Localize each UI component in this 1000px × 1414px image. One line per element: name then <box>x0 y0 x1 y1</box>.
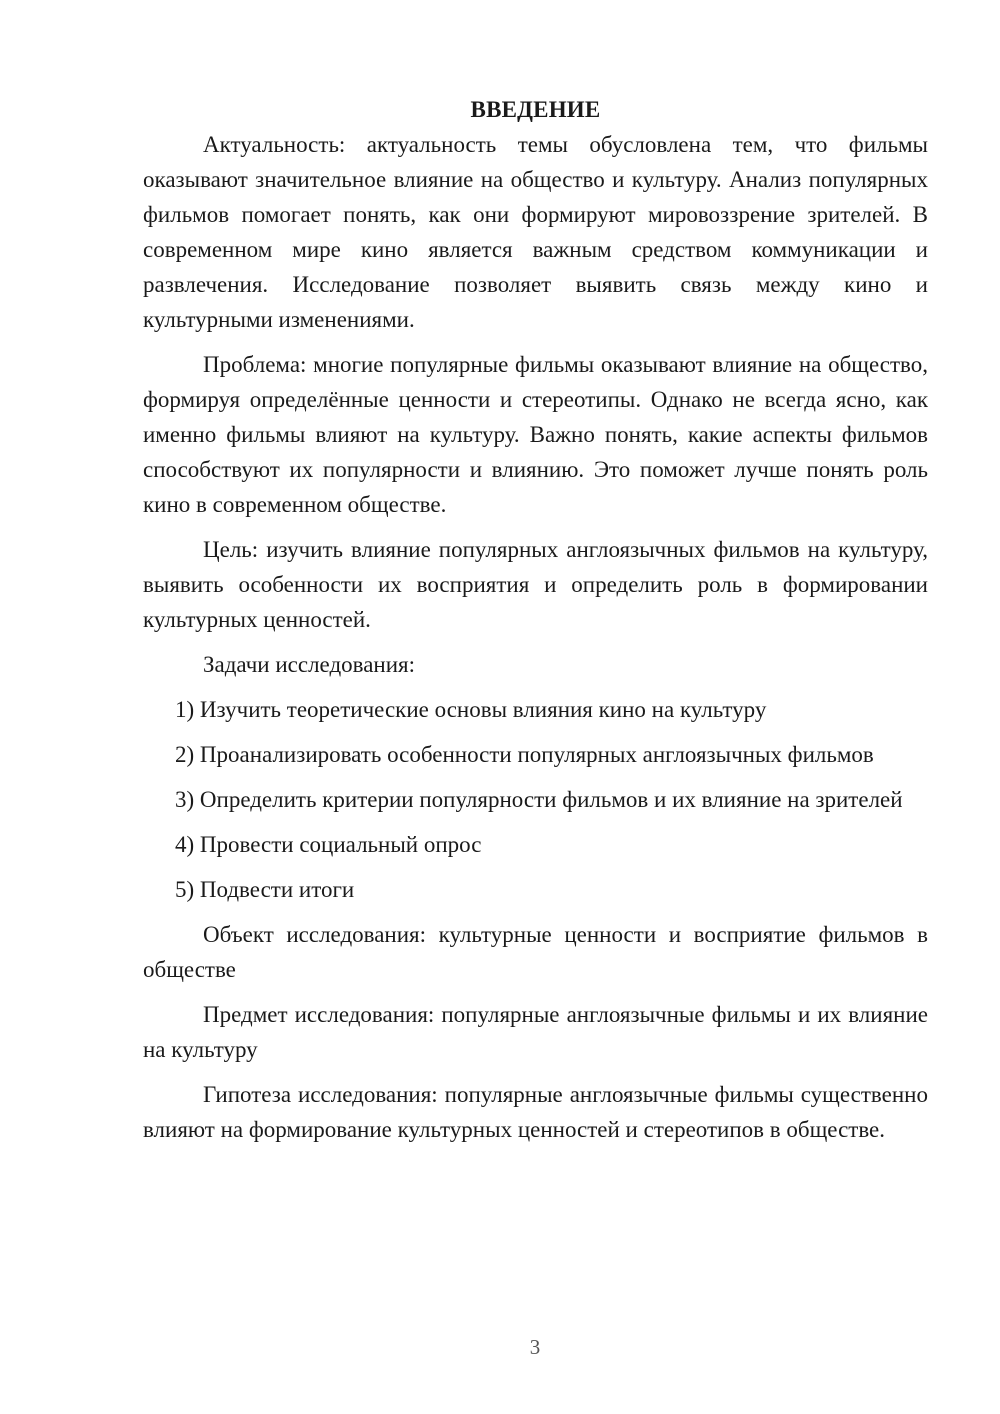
paragraph-relevance: Актуальность: актуальность темы обусловлена тем, что фильмы оказывают значительное влияние на общество и культуру. Анализ популярных фильмов помогает понять, как они формируют мировоззрение зрителей. В современном мире кино является важным средством коммуникации и развлечения. Исследование позволяет выявить связь между кино и культурными изменениями. <box>143 132 928 332</box>
tasks-heading: Задачи исследования: <box>203 652 416 677</box>
paragraph-hypothesis: Гипотеза исследования: популярные англоязычные фильмы существенно влияют на формирование культурных ценностей и стереотипов в обществе. <box>143 1082 928 1142</box>
task-item-1: 1) Изучить теоретические основы влияния кино на культуру <box>175 697 767 722</box>
page-number: 3 <box>529 1335 541 1359</box>
paragraph-problem: Проблема: многие популярные фильмы оказывают влияние на общество, формируя определённые ценности и стереотипы. Однако не всегда ясно, как именно фильмы влияют на культуру. Важно понять, какие аспекты фильмов способствуют их популярности и влиянию. Это поможет лучше понять роль кино в современном обществе. <box>143 352 928 517</box>
document-page <box>143 92 928 1147</box>
paragraph-subject: Предмет исследования: популярные англоязычные фильмы и их влияние на культуру <box>143 1002 928 1062</box>
task-item-5: 5) Подвести итоги <box>175 877 355 902</box>
task-item-4: 4) Провести социальный опрос <box>175 832 482 857</box>
paragraph-object: Объект исследования: культурные ценности и восприятие фильмов в обществе <box>143 922 928 982</box>
paragraph-goal: Цель: изучить влияние популярных англоязычных фильмов на культуру, выявить особенности их восприятия и определить роль в формировании культурных ценностей. <box>143 537 928 632</box>
task-item-3: 3) Определить критерии популярности фильмов и их влияние на зрителей <box>175 787 903 812</box>
document-title: ВВЕДЕНИЕ <box>470 97 601 122</box>
task-item-2: 2) Проанализировать особенности популярных англоязычных фильмов <box>175 742 874 767</box>
